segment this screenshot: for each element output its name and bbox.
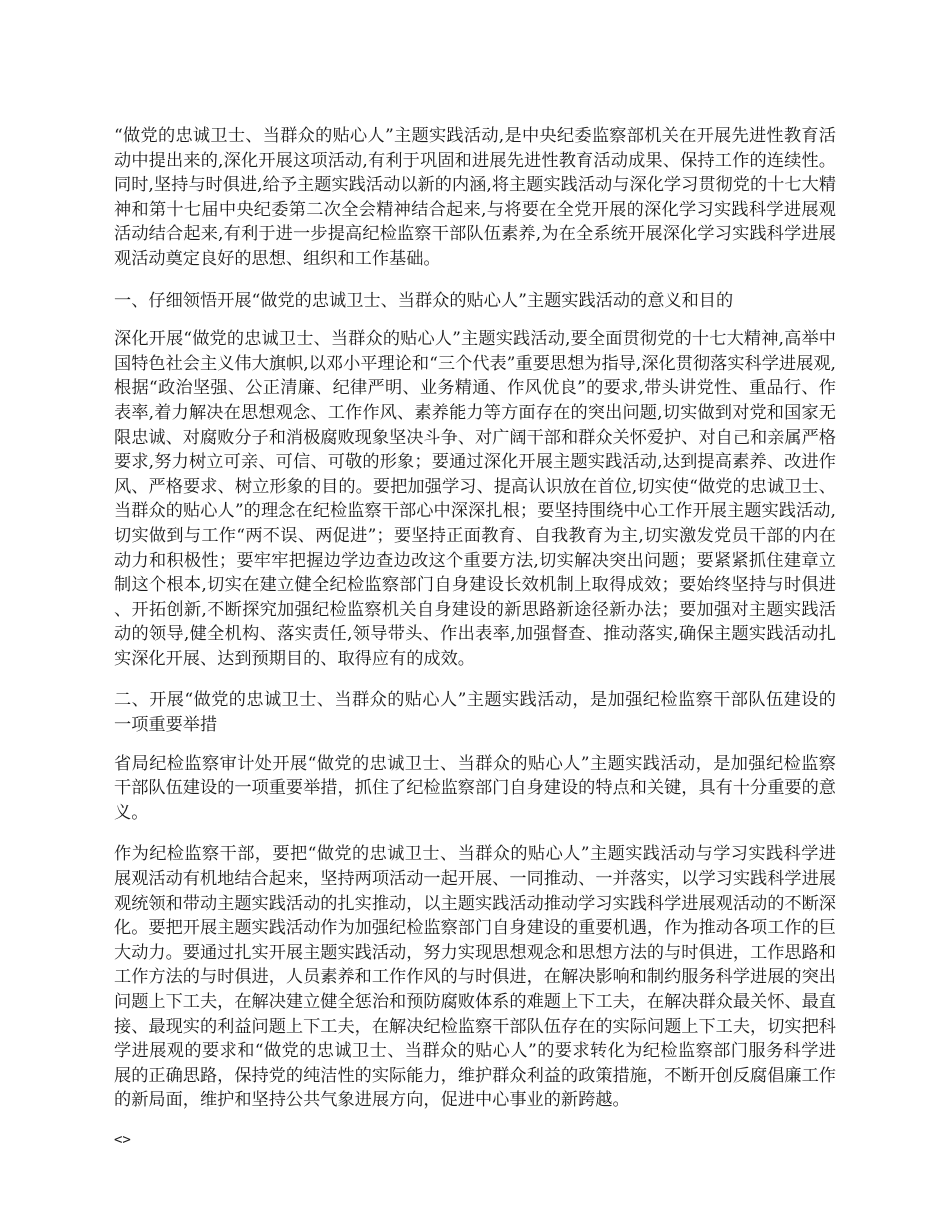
intro-paragraph: “做党的忠诚卫士、当群众的贴心人”主题实践活动,是中央纪委监察部机关在开展先进性教育活动中提出来的,深化开展这项活动,有利于巩固和进展先进性教育活动成果、保持工作的连续性。同时,坚持与时俱进,给予主题实践活动以新的内涵,将主题实践活动与深化学习贯彻党的十七大精神和第十七届中央纪委第二次全会精神结合起来,与将要在全党开展的深化学习实践科学进展观活动结合起来,有利于进一步提高纪检监察干部队伍素养,为在全系统开展深化学习实践科学进展观活动奠定良好的思想、组织和工作基础。 xyxy=(114,126,836,269)
section-2-paragraph-2: 作为纪检监察干部，要把“做党的忠诚卫士、当群众的贴心人”主题实践活动与学习实践科学进展观活动有机地结合起来，坚持两项活动一起开展、一同推动、一并落实，以学习实践科学进展观统领和带动主题实践活动的扎实推动，以主题实践活动推动学习实践科学进展观活动的不断深化。要把开展主题实践活动作为加强纪检监察部门自身建设的重要机遇，作为推动各项工作的巨大动力。要通过扎实开展主题实践活动，努力实现思想观念和思想方法的与时俱进，工作思路和工作方法的与时俱进，人员素养和工作作风的与时俱进，在解决影响和制约服务科学进展的突出问题上下工夫，在解决建立健全惩治和预防腐败体系的难题上下工夫，在解决群众最关怀、最直接、最现实的利益问题上下工夫，在解决纪检监察干部队伍存在的实际问题上下工夫，切实把科学进展观的要求和“做党的忠诚卫士、当群众的贴心人”的要求转化为纪检监察部门服务科学进展的正确思路，保持党的纯洁性的实际能力，维护群众利益的政策措施，不断开创反腐倡廉工作的新局面，维护和坚持公共气象进展方向，促进中心事业的新跨越。 xyxy=(114,844,836,1111)
section-heading-1: 一、仔细领悟开展“做党的忠诚卫士、当群众的贴心人”主题实践活动的意义和目的 xyxy=(114,290,734,311)
section-1-paragraph: 深化开展“做党的忠诚卫士、当群众的贴心人”主题实践活动,要全面贯彻党的十七大精神,高举中国特色社会主义伟大旗帜,以邓小平理论和“三个代表”重要思想为指导,深化贯彻落实科学进展观,根据“政治坚强、公正清廉、纪律严明、业务精通、作风优良”的要求,带头讲党性、重品行、作表率,着力解决在思想观念、工作作风、素养能力等方面存在的突出问题,切实做到对党和国家无限忠诚、对腐败分子和消极腐败现象坚决斗争、对广阔干部和群众关怀爱护、对自己和亲属严格要求,努力树立可亲、可信、可敬的形象；要通过深化开展主题实践活动,达到提高素养、改进作风、严格要求、树立形象的目的。要把加强学习、提高认识放在首位,切实使“做党的忠诚卫士、当群众的贴心人”的理念在纪检监察干部心中深深扎根；要坚持围绕中心工作开展主题实践活动,切实做到与工作“两不误、两促进”；要坚持正面教育、自我教育为主,切实激发党员干部的内在动力和积极性；要牢牢把握边学边查边改这个重要方法,切实解决突出问题；要紧紧抓住建章立制这个根本,切实在建立健全纪检监察部门自身建设长效机制上取得成效；要始终坚持与时俱进、开拓创新,不断探究加强纪检监察机关自身建设的新思路新途径新办法；要加强对主题实践活动的领导,健全机构、落实责任,领导带头、作出表率,加强督查、推动落实,确保主题实践活动扎实深化开展、达到预期目的、取得应有的成效。 xyxy=(114,329,836,669)
document-body xyxy=(114,124,836,1150)
section-heading-2: 二、开展“做党的忠诚卫士、当群众的贴心人”主题实践活动，是加强纪检监察干部队伍建设的一项重要举措 xyxy=(114,690,836,736)
section-2-paragraph-1: 省局纪检监察审计处开展“做党的忠诚卫士、当群众的贴心人”主题实践活动，是加强纪检监察干部队伍建设的一项重要举措，抓住了纪检监察部门自身建设的特点和关键，具有十分重要的意义。 xyxy=(114,753,836,823)
footer-mark: <> xyxy=(114,1131,131,1148)
